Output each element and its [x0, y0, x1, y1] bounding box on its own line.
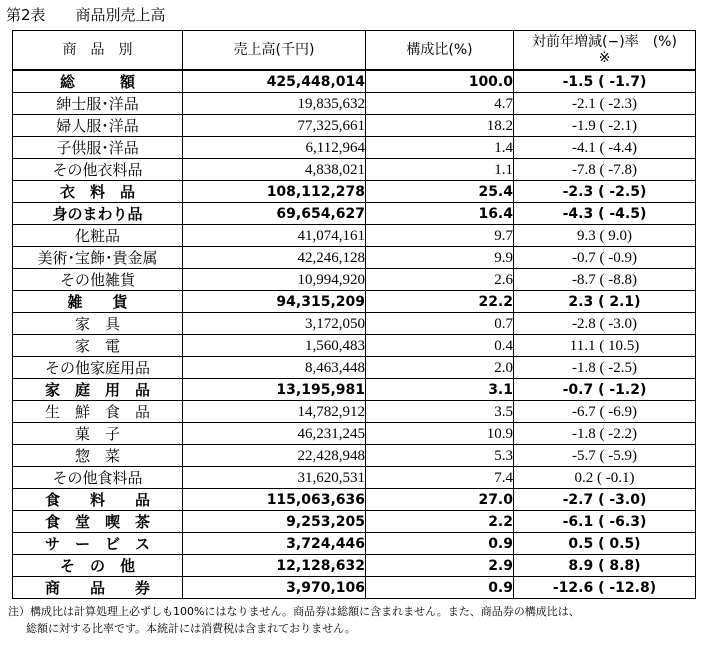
row-yoy: 8.9 ( 8.8): [514, 555, 696, 577]
row-yoy: -0.7 ( -0.9): [514, 247, 696, 269]
table-row: [13, 247, 696, 269]
header-sales: 売上高(千円): [183, 31, 366, 71]
table-row: [13, 445, 696, 467]
row-sales: 1,560,483: [183, 335, 366, 357]
row-category: 生 鮮 食 品: [13, 401, 183, 423]
table-row: [13, 577, 696, 599]
row-sales: 13,195,981: [183, 379, 366, 401]
row-yoy: -0.7 ( -1.2): [514, 379, 696, 401]
row-category: 紳士服･洋品: [13, 93, 183, 115]
row-share: 7.4: [366, 467, 514, 489]
row-share: 2.2: [366, 511, 514, 533]
table-row: [13, 335, 696, 357]
row-sales: 77,325,661: [183, 115, 366, 137]
row-sales: 9,253,205: [183, 511, 366, 533]
row-sales: 41,074,161: [183, 225, 366, 247]
row-sales: 31,620,531: [183, 467, 366, 489]
row-share: 0.9: [366, 533, 514, 555]
row-yoy: 9.3 ( 9.0): [514, 225, 696, 247]
row-category: その他衣料品: [13, 159, 183, 181]
row-sales: 69,654,627: [183, 203, 366, 225]
row-share: 10.9: [366, 423, 514, 445]
table-row: [13, 357, 696, 379]
table-row: [13, 555, 696, 577]
row-category: 家 電: [13, 335, 183, 357]
row-sales: 8,463,448: [183, 357, 366, 379]
row-sales: 3,172,050: [183, 313, 366, 335]
row-sales: 94,315,209: [183, 291, 366, 313]
row-sales: 12,128,632: [183, 555, 366, 577]
row-category: 商 品 券: [13, 577, 183, 599]
row-yoy: -4.3 ( -4.5): [514, 203, 696, 225]
row-category: その他家庭用品: [13, 357, 183, 379]
table-row: [13, 181, 696, 203]
row-share: 18.2: [366, 115, 514, 137]
table-row: [13, 313, 696, 335]
row-yoy: -2.8 ( -3.0): [514, 313, 696, 335]
row-share: 22.2: [366, 291, 514, 313]
sales-by-product-table: [12, 30, 696, 599]
row-share: 100.0: [366, 70, 514, 93]
table-row: [13, 225, 696, 247]
table-row: [13, 291, 696, 313]
table-row: [13, 159, 696, 181]
row-category: 惣 菜: [13, 445, 183, 467]
row-share: 1.4: [366, 137, 514, 159]
table-row: [13, 467, 696, 489]
row-yoy: -1.9 ( -2.1): [514, 115, 696, 137]
row-category: 菓 子: [13, 423, 183, 445]
row-share: 4.7: [366, 93, 514, 115]
row-sales: 10,994,920: [183, 269, 366, 291]
row-sales: 3,724,446: [183, 533, 366, 555]
row-yoy: -2.7 ( -3.0): [514, 489, 696, 511]
row-sales: 6,112,964: [183, 137, 366, 159]
table-title: 第2表 商品別売上高: [6, 6, 166, 24]
header-yoy: [514, 31, 696, 71]
row-category: 身のまわり品: [13, 203, 183, 225]
row-sales: 42,246,128: [183, 247, 366, 269]
row-category: その他雑貨: [13, 269, 183, 291]
row-category: 家 具: [13, 313, 183, 335]
row-share: 0.4: [366, 335, 514, 357]
row-category: 美術･宝飾･貴金属: [13, 247, 183, 269]
row-sales: 46,231,245: [183, 423, 366, 445]
row-share: 1.1: [366, 159, 514, 181]
header-yoy-line1: 対前年増減(−)率 (%): [532, 34, 677, 50]
footnote-line1: 注）構成比は計算処理上必ずしも100%にはなりません。商品券は総額に含まれません。また、商品券の構成比は、: [8, 605, 580, 618]
table-row: [13, 423, 696, 445]
row-share: 9.9: [366, 247, 514, 269]
row-sales: 3,970,106: [183, 577, 366, 599]
row-share: 9.7: [366, 225, 514, 247]
row-yoy: -2.3 ( -2.5): [514, 181, 696, 203]
row-yoy: -1.8 ( -2.2): [514, 423, 696, 445]
table-row: [13, 533, 696, 555]
row-yoy: 0.5 ( 0.5): [514, 533, 696, 555]
row-yoy: -4.1 ( -4.4): [514, 137, 696, 159]
row-share: 3.5: [366, 401, 514, 423]
header-share: 構成比(%): [366, 31, 514, 71]
header-row: [13, 31, 696, 71]
row-yoy: -5.7 ( -5.9): [514, 445, 696, 467]
row-share: 5.3: [366, 445, 514, 467]
row-yoy: -1.5 ( -1.7): [514, 70, 696, 93]
row-yoy: -8.7 ( -8.8): [514, 269, 696, 291]
row-sales: 19,835,632: [183, 93, 366, 115]
row-yoy: -2.1 ( -2.3): [514, 93, 696, 115]
table-row: [13, 70, 696, 93]
row-sales: 22,428,948: [183, 445, 366, 467]
row-category: 総 額: [13, 70, 183, 93]
row-share: 27.0: [366, 489, 514, 511]
row-category: 雑 貨: [13, 291, 183, 313]
row-yoy: -12.6 ( -12.8): [514, 577, 696, 599]
row-category: 食 堂 喫 茶: [13, 511, 183, 533]
row-category: サ ー ビ ス: [13, 533, 183, 555]
row-share: 25.4: [366, 181, 514, 203]
row-share: 2.9: [366, 555, 514, 577]
table-row: [13, 115, 696, 137]
row-share: 3.1: [366, 379, 514, 401]
header-category: 商 品 別: [13, 31, 183, 71]
table-row: [13, 511, 696, 533]
row-yoy: -6.7 ( -6.9): [514, 401, 696, 423]
row-sales: 4,838,021: [183, 159, 366, 181]
row-category: 化粧品: [13, 225, 183, 247]
table-row: [13, 401, 696, 423]
row-sales: 108,112,278: [183, 181, 366, 203]
table-row: [13, 489, 696, 511]
table-row: [13, 93, 696, 115]
row-yoy: 11.1 ( 10.5): [514, 335, 696, 357]
row-category: その他食料品: [13, 467, 183, 489]
row-yoy: 2.3 ( 2.1): [514, 291, 696, 313]
row-category: 衣 料 品: [13, 181, 183, 203]
table-body: [13, 70, 696, 599]
row-share: 2.6: [366, 269, 514, 291]
row-yoy: -6.1 ( -6.3): [514, 511, 696, 533]
row-category: 婦人服･洋品: [13, 115, 183, 137]
row-category: 家 庭 用 品: [13, 379, 183, 401]
row-share: 0.9: [366, 577, 514, 599]
table-row: [13, 203, 696, 225]
table-row: [13, 137, 696, 159]
table-row: [13, 379, 696, 401]
row-yoy: -1.8 ( -2.5): [514, 357, 696, 379]
footnote: [8, 603, 580, 637]
row-sales: 425,448,014: [183, 70, 366, 93]
row-share: 0.7: [366, 313, 514, 335]
row-sales: 115,063,636: [183, 489, 366, 511]
row-yoy: 0.2 ( -0.1): [514, 467, 696, 489]
row-category: 子供服･洋品: [13, 137, 183, 159]
row-yoy: -7.8 ( -7.8): [514, 159, 696, 181]
header-yoy-line2: ※: [598, 50, 611, 66]
row-category: 食 料 品: [13, 489, 183, 511]
row-share: 2.0: [366, 357, 514, 379]
row-category: そ の 他: [13, 555, 183, 577]
table-row: [13, 269, 696, 291]
row-share: 16.4: [366, 203, 514, 225]
footnote-line2: 総額に対する比率です。本統計には消費税は含まれておりません。: [26, 622, 356, 635]
row-sales: 14,782,912: [183, 401, 366, 423]
